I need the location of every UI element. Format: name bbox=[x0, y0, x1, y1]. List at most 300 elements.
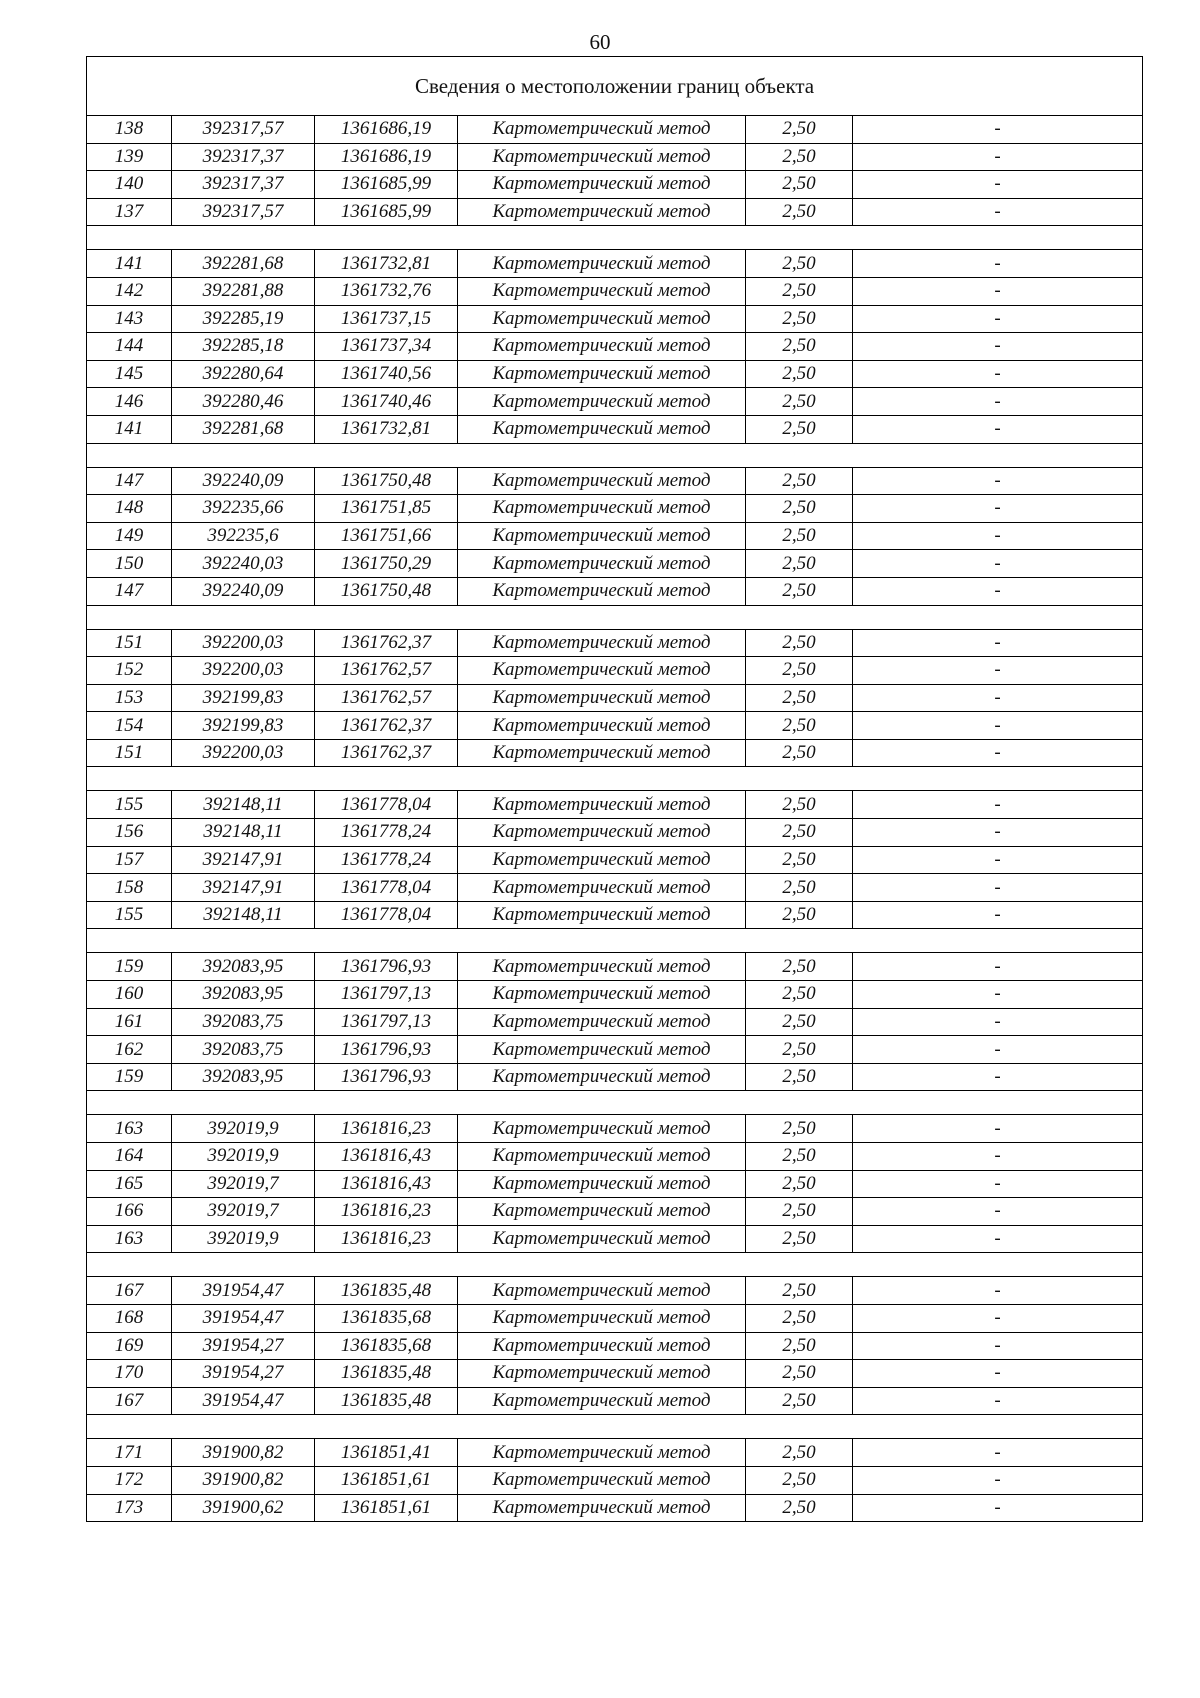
y-coordinate-cell: 1361685,99 bbox=[315, 171, 458, 199]
y-coordinate-cell: 1361851,61 bbox=[315, 1494, 458, 1522]
accuracy-cell: 2,50 bbox=[746, 1198, 853, 1226]
point-number-cell: 167 bbox=[87, 1387, 172, 1415]
method-cell: Картометрический метод bbox=[458, 360, 746, 388]
x-coordinate-cell: 392285,18 bbox=[172, 333, 315, 361]
point-number-cell: 157 bbox=[87, 846, 172, 874]
x-coordinate-cell: 392281,88 bbox=[172, 277, 315, 305]
y-coordinate-cell: 1361778,04 bbox=[315, 874, 458, 902]
x-coordinate-cell: 392019,7 bbox=[172, 1170, 315, 1198]
x-coordinate-cell: 392200,03 bbox=[172, 629, 315, 657]
description-cell: - bbox=[853, 495, 1143, 523]
y-coordinate-cell: 1361740,46 bbox=[315, 388, 458, 416]
accuracy-cell: 2,50 bbox=[746, 522, 853, 550]
point-number-cell: 156 bbox=[87, 819, 172, 847]
method-cell: Картометрический метод bbox=[458, 522, 746, 550]
description-cell: - bbox=[853, 360, 1143, 388]
accuracy-cell: 2,50 bbox=[746, 360, 853, 388]
x-coordinate-cell: 392200,03 bbox=[172, 739, 315, 767]
x-coordinate-cell: 391954,47 bbox=[172, 1304, 315, 1332]
accuracy-cell: 2,50 bbox=[746, 1277, 853, 1305]
y-coordinate-cell: 1361732,81 bbox=[315, 250, 458, 278]
separator-cell bbox=[87, 1415, 1143, 1439]
table-row bbox=[87, 1170, 1143, 1198]
y-coordinate-cell: 1361851,41 bbox=[315, 1439, 458, 1467]
table-row bbox=[87, 1277, 1143, 1305]
table-row bbox=[87, 1143, 1143, 1171]
method-cell: Картометрический метод bbox=[458, 1008, 746, 1036]
x-coordinate-cell: 392280,64 bbox=[172, 360, 315, 388]
table-row bbox=[87, 1439, 1143, 1467]
y-coordinate-cell: 1361740,56 bbox=[315, 360, 458, 388]
x-coordinate-cell: 392281,68 bbox=[172, 250, 315, 278]
method-cell: Картометрический метод bbox=[458, 550, 746, 578]
description-cell: - bbox=[853, 874, 1143, 902]
point-number-cell: 164 bbox=[87, 1143, 172, 1171]
point-number-cell: 172 bbox=[87, 1466, 172, 1494]
table-row bbox=[87, 1008, 1143, 1036]
x-coordinate-cell: 391900,82 bbox=[172, 1466, 315, 1494]
y-coordinate-cell: 1361835,48 bbox=[315, 1277, 458, 1305]
y-coordinate-cell: 1361750,29 bbox=[315, 550, 458, 578]
description-cell: - bbox=[853, 550, 1143, 578]
group-separator-row bbox=[87, 929, 1143, 953]
separator-cell bbox=[87, 929, 1143, 953]
x-coordinate-cell: 392019,9 bbox=[172, 1225, 315, 1253]
separator-cell bbox=[87, 605, 1143, 629]
point-number-cell: 159 bbox=[87, 953, 172, 981]
description-cell: - bbox=[853, 1494, 1143, 1522]
y-coordinate-cell: 1361778,04 bbox=[315, 901, 458, 929]
description-cell: - bbox=[853, 684, 1143, 712]
method-cell: Картометрический метод bbox=[458, 1387, 746, 1415]
x-coordinate-cell: 392148,11 bbox=[172, 819, 315, 847]
method-cell: Картометрический метод bbox=[458, 1063, 746, 1091]
description-cell: - bbox=[853, 739, 1143, 767]
method-cell: Картометрический метод bbox=[458, 1360, 746, 1388]
accuracy-cell: 2,50 bbox=[746, 333, 853, 361]
accuracy-cell: 2,50 bbox=[746, 250, 853, 278]
method-cell: Картометрический метод bbox=[458, 1466, 746, 1494]
group-separator-row bbox=[87, 443, 1143, 467]
method-cell: Картометрический метод bbox=[458, 901, 746, 929]
accuracy-cell: 2,50 bbox=[746, 550, 853, 578]
table-row bbox=[87, 953, 1143, 981]
x-coordinate-cell: 392083,95 bbox=[172, 1063, 315, 1091]
accuracy-cell: 2,50 bbox=[746, 819, 853, 847]
method-cell: Картометрический метод bbox=[458, 1115, 746, 1143]
point-number-cell: 146 bbox=[87, 388, 172, 416]
y-coordinate-cell: 1361686,19 bbox=[315, 116, 458, 144]
table-row bbox=[87, 712, 1143, 740]
table-row bbox=[87, 198, 1143, 226]
accuracy-cell: 2,50 bbox=[746, 1170, 853, 1198]
table-row bbox=[87, 1387, 1143, 1415]
x-coordinate-cell: 392083,95 bbox=[172, 953, 315, 981]
point-number-cell: 162 bbox=[87, 1036, 172, 1064]
table-row bbox=[87, 1036, 1143, 1064]
boundary-table-container bbox=[86, 56, 1142, 1522]
x-coordinate-cell: 392235,66 bbox=[172, 495, 315, 523]
point-number-cell: 151 bbox=[87, 629, 172, 657]
description-cell: - bbox=[853, 333, 1143, 361]
method-cell: Картометрический метод bbox=[458, 277, 746, 305]
y-coordinate-cell: 1361762,37 bbox=[315, 712, 458, 740]
description-cell: - bbox=[853, 629, 1143, 657]
method-cell: Картометрический метод bbox=[458, 577, 746, 605]
point-number-cell: 152 bbox=[87, 657, 172, 685]
point-number-cell: 151 bbox=[87, 739, 172, 767]
table-row bbox=[87, 550, 1143, 578]
method-cell: Картометрический метод bbox=[458, 495, 746, 523]
point-number-cell: 154 bbox=[87, 712, 172, 740]
table-row bbox=[87, 846, 1143, 874]
accuracy-cell: 2,50 bbox=[746, 684, 853, 712]
table-row bbox=[87, 1063, 1143, 1091]
y-coordinate-cell: 1361835,68 bbox=[315, 1332, 458, 1360]
group-separator-row bbox=[87, 767, 1143, 791]
method-cell: Картометрический метод bbox=[458, 846, 746, 874]
table-row bbox=[87, 250, 1143, 278]
accuracy-cell: 2,50 bbox=[746, 495, 853, 523]
y-coordinate-cell: 1361816,23 bbox=[315, 1225, 458, 1253]
accuracy-cell: 2,50 bbox=[746, 981, 853, 1009]
description-cell: - bbox=[853, 1036, 1143, 1064]
point-number-cell: 141 bbox=[87, 250, 172, 278]
method-cell: Картометрический метод bbox=[458, 1439, 746, 1467]
y-coordinate-cell: 1361751,66 bbox=[315, 522, 458, 550]
separator-cell bbox=[87, 767, 1143, 791]
table-row bbox=[87, 819, 1143, 847]
description-cell: - bbox=[853, 116, 1143, 144]
table-row bbox=[87, 981, 1143, 1009]
point-number-cell: 163 bbox=[87, 1225, 172, 1253]
point-number-cell: 165 bbox=[87, 1170, 172, 1198]
x-coordinate-cell: 392235,6 bbox=[172, 522, 315, 550]
description-cell: - bbox=[853, 1360, 1143, 1388]
table-row bbox=[87, 415, 1143, 443]
accuracy-cell: 2,50 bbox=[746, 467, 853, 495]
point-number-cell: 161 bbox=[87, 1008, 172, 1036]
method-cell: Картометрический метод bbox=[458, 1494, 746, 1522]
y-coordinate-cell: 1361835,48 bbox=[315, 1387, 458, 1415]
x-coordinate-cell: 392280,46 bbox=[172, 388, 315, 416]
table-row bbox=[87, 495, 1143, 523]
method-cell: Картометрический метод bbox=[458, 1036, 746, 1064]
accuracy-cell: 2,50 bbox=[746, 1036, 853, 1064]
method-cell: Картометрический метод bbox=[458, 1332, 746, 1360]
x-coordinate-cell: 392240,09 bbox=[172, 467, 315, 495]
method-cell: Картометрический метод bbox=[458, 819, 746, 847]
description-cell: - bbox=[853, 1143, 1143, 1171]
point-number-cell: 158 bbox=[87, 874, 172, 902]
method-cell: Картометрический метод bbox=[458, 684, 746, 712]
description-cell: - bbox=[853, 143, 1143, 171]
point-number-cell: 144 bbox=[87, 333, 172, 361]
x-coordinate-cell: 391954,47 bbox=[172, 1387, 315, 1415]
table-row bbox=[87, 1198, 1143, 1226]
y-coordinate-cell: 1361762,37 bbox=[315, 739, 458, 767]
y-coordinate-cell: 1361778,24 bbox=[315, 819, 458, 847]
x-coordinate-cell: 392019,7 bbox=[172, 1198, 315, 1226]
description-cell: - bbox=[853, 791, 1143, 819]
point-number-cell: 140 bbox=[87, 171, 172, 199]
y-coordinate-cell: 1361816,23 bbox=[315, 1115, 458, 1143]
table-row bbox=[87, 333, 1143, 361]
table-row bbox=[87, 277, 1143, 305]
x-coordinate-cell: 392199,83 bbox=[172, 712, 315, 740]
boundary-coordinates-table bbox=[86, 56, 1143, 1522]
table-row bbox=[87, 1494, 1143, 1522]
x-coordinate-cell: 392240,03 bbox=[172, 550, 315, 578]
x-coordinate-cell: 392317,37 bbox=[172, 171, 315, 199]
point-number-cell: 142 bbox=[87, 277, 172, 305]
method-cell: Картометрический метод bbox=[458, 250, 746, 278]
x-coordinate-cell: 392317,57 bbox=[172, 198, 315, 226]
table-row bbox=[87, 577, 1143, 605]
y-coordinate-cell: 1361762,37 bbox=[315, 629, 458, 657]
y-coordinate-cell: 1361778,04 bbox=[315, 791, 458, 819]
description-cell: - bbox=[853, 712, 1143, 740]
x-coordinate-cell: 392019,9 bbox=[172, 1115, 315, 1143]
description-cell: - bbox=[853, 953, 1143, 981]
table-row bbox=[87, 171, 1143, 199]
x-coordinate-cell: 392281,68 bbox=[172, 415, 315, 443]
y-coordinate-cell: 1361750,48 bbox=[315, 577, 458, 605]
method-cell: Картометрический метод bbox=[458, 1143, 746, 1171]
y-coordinate-cell: 1361686,19 bbox=[315, 143, 458, 171]
description-cell: - bbox=[853, 1225, 1143, 1253]
method-cell: Картометрический метод bbox=[458, 467, 746, 495]
table-row bbox=[87, 1225, 1143, 1253]
description-cell: - bbox=[853, 1063, 1143, 1091]
accuracy-cell: 2,50 bbox=[746, 1008, 853, 1036]
description-cell: - bbox=[853, 171, 1143, 199]
table-title: Сведения о местоположении границ объекта bbox=[87, 57, 1143, 116]
x-coordinate-cell: 392083,95 bbox=[172, 981, 315, 1009]
table-row bbox=[87, 305, 1143, 333]
point-number-cell: 148 bbox=[87, 495, 172, 523]
table-title-row bbox=[87, 57, 1143, 116]
method-cell: Картометрический метод bbox=[458, 712, 746, 740]
accuracy-cell: 2,50 bbox=[746, 1387, 853, 1415]
y-coordinate-cell: 1361750,48 bbox=[315, 467, 458, 495]
point-number-cell: 137 bbox=[87, 198, 172, 226]
table-row bbox=[87, 143, 1143, 171]
point-number-cell: 139 bbox=[87, 143, 172, 171]
group-separator-row bbox=[87, 1091, 1143, 1115]
point-number-cell: 166 bbox=[87, 1198, 172, 1226]
description-cell: - bbox=[853, 981, 1143, 1009]
accuracy-cell: 2,50 bbox=[746, 657, 853, 685]
method-cell: Картометрический метод bbox=[458, 388, 746, 416]
accuracy-cell: 2,50 bbox=[746, 1304, 853, 1332]
accuracy-cell: 2,50 bbox=[746, 1115, 853, 1143]
method-cell: Картометрический метод bbox=[458, 981, 746, 1009]
accuracy-cell: 2,50 bbox=[746, 1439, 853, 1467]
point-number-cell: 141 bbox=[87, 415, 172, 443]
point-number-cell: 159 bbox=[87, 1063, 172, 1091]
table-body bbox=[87, 57, 1143, 1522]
x-coordinate-cell: 392200,03 bbox=[172, 657, 315, 685]
description-cell: - bbox=[853, 1439, 1143, 1467]
description-cell: - bbox=[853, 467, 1143, 495]
y-coordinate-cell: 1361816,43 bbox=[315, 1170, 458, 1198]
separator-cell bbox=[87, 443, 1143, 467]
x-coordinate-cell: 392317,57 bbox=[172, 116, 315, 144]
group-separator-row bbox=[87, 1253, 1143, 1277]
y-coordinate-cell: 1361796,93 bbox=[315, 1036, 458, 1064]
x-coordinate-cell: 392285,19 bbox=[172, 305, 315, 333]
method-cell: Картометрический метод bbox=[458, 415, 746, 443]
point-number-cell: 147 bbox=[87, 467, 172, 495]
point-number-cell: 171 bbox=[87, 1439, 172, 1467]
table-row bbox=[87, 684, 1143, 712]
table-row bbox=[87, 739, 1143, 767]
accuracy-cell: 2,50 bbox=[746, 874, 853, 902]
accuracy-cell: 2,50 bbox=[746, 143, 853, 171]
y-coordinate-cell: 1361835,68 bbox=[315, 1304, 458, 1332]
point-number-cell: 173 bbox=[87, 1494, 172, 1522]
point-number-cell: 170 bbox=[87, 1360, 172, 1388]
y-coordinate-cell: 1361816,23 bbox=[315, 1198, 458, 1226]
method-cell: Картометрический метод bbox=[458, 116, 746, 144]
description-cell: - bbox=[853, 657, 1143, 685]
page-number: 60 bbox=[589, 30, 611, 54]
x-coordinate-cell: 391954,27 bbox=[172, 1360, 315, 1388]
accuracy-cell: 2,50 bbox=[746, 116, 853, 144]
accuracy-cell: 2,50 bbox=[746, 388, 853, 416]
group-separator-row bbox=[87, 226, 1143, 250]
description-cell: - bbox=[853, 1115, 1143, 1143]
method-cell: Картометрический метод bbox=[458, 739, 746, 767]
method-cell: Картометрический метод bbox=[458, 1170, 746, 1198]
description-cell: - bbox=[853, 305, 1143, 333]
y-coordinate-cell: 1361751,85 bbox=[315, 495, 458, 523]
table-row bbox=[87, 116, 1143, 144]
method-cell: Картометрический метод bbox=[458, 1225, 746, 1253]
description-cell: - bbox=[853, 901, 1143, 929]
accuracy-cell: 2,50 bbox=[746, 901, 853, 929]
table-row bbox=[87, 388, 1143, 416]
accuracy-cell: 2,50 bbox=[746, 277, 853, 305]
table-row bbox=[87, 1466, 1143, 1494]
x-coordinate-cell: 392147,91 bbox=[172, 846, 315, 874]
accuracy-cell: 2,50 bbox=[746, 1360, 853, 1388]
point-number-cell: 169 bbox=[87, 1332, 172, 1360]
y-coordinate-cell: 1361778,24 bbox=[315, 846, 458, 874]
x-coordinate-cell: 392317,37 bbox=[172, 143, 315, 171]
table-row bbox=[87, 629, 1143, 657]
description-cell: - bbox=[853, 577, 1143, 605]
accuracy-cell: 2,50 bbox=[746, 1466, 853, 1494]
table-row bbox=[87, 1332, 1143, 1360]
description-cell: - bbox=[853, 198, 1143, 226]
y-coordinate-cell: 1361762,57 bbox=[315, 657, 458, 685]
description-cell: - bbox=[853, 415, 1143, 443]
point-number-cell: 163 bbox=[87, 1115, 172, 1143]
y-coordinate-cell: 1361796,93 bbox=[315, 1063, 458, 1091]
x-coordinate-cell: 391900,62 bbox=[172, 1494, 315, 1522]
point-number-cell: 153 bbox=[87, 684, 172, 712]
x-coordinate-cell: 392199,83 bbox=[172, 684, 315, 712]
method-cell: Картометрический метод bbox=[458, 657, 746, 685]
accuracy-cell: 2,50 bbox=[746, 953, 853, 981]
method-cell: Картометрический метод bbox=[458, 953, 746, 981]
y-coordinate-cell: 1361797,13 bbox=[315, 1008, 458, 1036]
accuracy-cell: 2,50 bbox=[746, 791, 853, 819]
accuracy-cell: 2,50 bbox=[746, 739, 853, 767]
method-cell: Картометрический метод bbox=[458, 1277, 746, 1305]
separator-cell bbox=[87, 1091, 1143, 1115]
point-number-cell: 168 bbox=[87, 1304, 172, 1332]
point-number-cell: 149 bbox=[87, 522, 172, 550]
y-coordinate-cell: 1361737,34 bbox=[315, 333, 458, 361]
description-cell: - bbox=[853, 1277, 1143, 1305]
accuracy-cell: 2,50 bbox=[746, 577, 853, 605]
x-coordinate-cell: 391900,82 bbox=[172, 1439, 315, 1467]
y-coordinate-cell: 1361737,15 bbox=[315, 305, 458, 333]
table-row bbox=[87, 467, 1143, 495]
method-cell: Картометрический метод bbox=[458, 874, 746, 902]
x-coordinate-cell: 391954,47 bbox=[172, 1277, 315, 1305]
description-cell: - bbox=[853, 1304, 1143, 1332]
point-number-cell: 160 bbox=[87, 981, 172, 1009]
table-row bbox=[87, 874, 1143, 902]
description-cell: - bbox=[853, 1332, 1143, 1360]
method-cell: Картометрический метод bbox=[458, 333, 746, 361]
description-cell: - bbox=[853, 1170, 1143, 1198]
accuracy-cell: 2,50 bbox=[746, 305, 853, 333]
accuracy-cell: 2,50 bbox=[746, 712, 853, 740]
table-row bbox=[87, 360, 1143, 388]
description-cell: - bbox=[853, 250, 1143, 278]
y-coordinate-cell: 1361796,93 bbox=[315, 953, 458, 981]
y-coordinate-cell: 1361797,13 bbox=[315, 981, 458, 1009]
y-coordinate-cell: 1361851,61 bbox=[315, 1466, 458, 1494]
y-coordinate-cell: 1361762,57 bbox=[315, 684, 458, 712]
table-row bbox=[87, 1360, 1143, 1388]
y-coordinate-cell: 1361816,43 bbox=[315, 1143, 458, 1171]
accuracy-cell: 2,50 bbox=[746, 198, 853, 226]
separator-cell bbox=[87, 1253, 1143, 1277]
table-row bbox=[87, 791, 1143, 819]
point-number-cell: 167 bbox=[87, 1277, 172, 1305]
point-number-cell: 155 bbox=[87, 791, 172, 819]
description-cell: - bbox=[853, 846, 1143, 874]
x-coordinate-cell: 392019,9 bbox=[172, 1143, 315, 1171]
method-cell: Картометрический метод bbox=[458, 629, 746, 657]
table-row bbox=[87, 657, 1143, 685]
method-cell: Картометрический метод bbox=[458, 1198, 746, 1226]
x-coordinate-cell: 392147,91 bbox=[172, 874, 315, 902]
description-cell: - bbox=[853, 388, 1143, 416]
description-cell: - bbox=[853, 1466, 1143, 1494]
table-row bbox=[87, 1115, 1143, 1143]
group-separator-row bbox=[87, 605, 1143, 629]
x-coordinate-cell: 392083,75 bbox=[172, 1036, 315, 1064]
point-number-cell: 150 bbox=[87, 550, 172, 578]
description-cell: - bbox=[853, 277, 1143, 305]
accuracy-cell: 2,50 bbox=[746, 629, 853, 657]
accuracy-cell: 2,50 bbox=[746, 415, 853, 443]
y-coordinate-cell: 1361835,48 bbox=[315, 1360, 458, 1388]
table-row bbox=[87, 1304, 1143, 1332]
point-number-cell: 147 bbox=[87, 577, 172, 605]
point-number-cell: 155 bbox=[87, 901, 172, 929]
point-number-cell: 145 bbox=[87, 360, 172, 388]
method-cell: Картометрический метод bbox=[458, 1304, 746, 1332]
point-number-cell: 143 bbox=[87, 305, 172, 333]
